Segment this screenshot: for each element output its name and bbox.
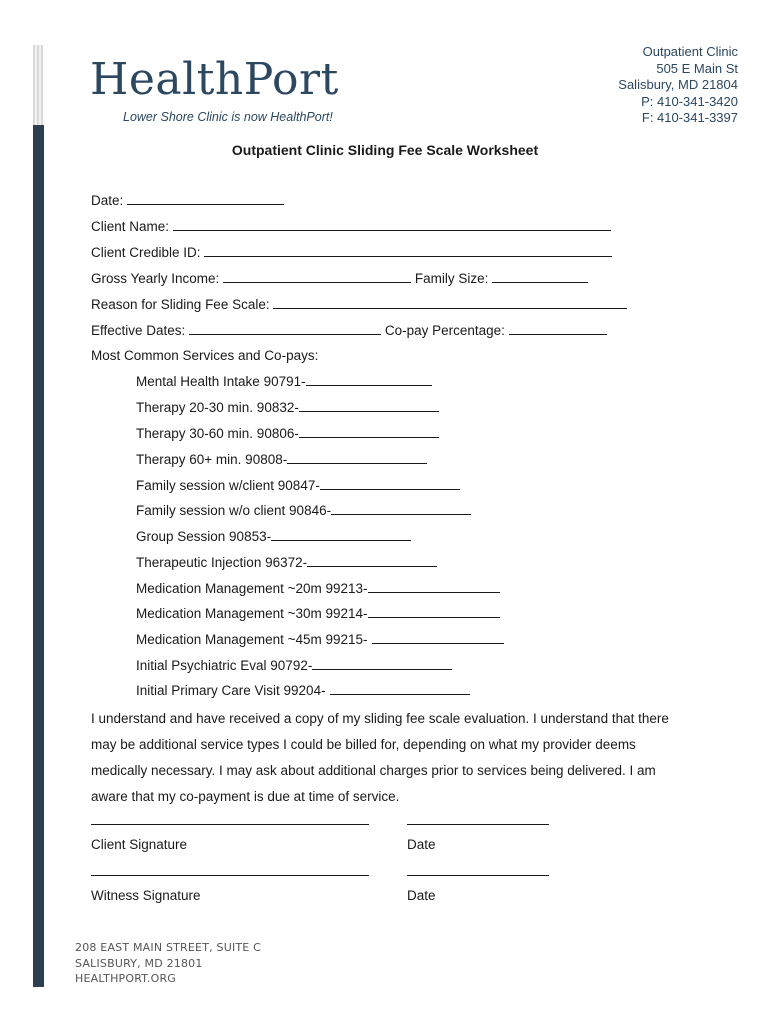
gross-yearly-income-field [91, 270, 588, 286]
footer-city: SALISBURY, MD 21801 [75, 956, 203, 970]
client-name-field [91, 218, 611, 234]
service-copay-blank[interactable] [331, 502, 471, 515]
copay-percentage-label: Co-pay Percentage: [384, 323, 505, 338]
service-item: Therapy 30-60 min. 90806- [136, 425, 439, 441]
service-copay-blank[interactable] [299, 399, 439, 412]
witness-date-label: Date [407, 888, 436, 903]
client-date-line[interactable] [407, 824, 549, 825]
service-copay-blank[interactable] [287, 451, 427, 464]
acknowledgement-paragraph: I understand and have received a copy of my sliding fee scale evaluation. I understand that there may be additional service types I could be billed for, depending on what my provider deems medically necessary. I may ask about additional charges prior to services being delivered. I am aware that my co-payment is due at time of service. [91, 711, 669, 804]
client-signature-line[interactable] [91, 824, 369, 825]
date-blank[interactable] [127, 192, 284, 205]
service-item: Therapy 60+ min. 90808- [136, 451, 427, 467]
service-item: Mental Health Intake 90791- [136, 373, 432, 389]
copay-percentage-blank[interactable] [509, 322, 607, 335]
family-size-blank[interactable] [492, 270, 588, 283]
reason-field [91, 296, 627, 312]
client-signature-label: Client Signature [91, 837, 188, 852]
clinic-address-line1: 505 E Main St [656, 60, 738, 76]
witness-signature-line[interactable] [91, 875, 369, 876]
service-copay-blank[interactable] [307, 554, 437, 567]
date-field [91, 192, 284, 208]
reason-blank[interactable] [273, 296, 627, 309]
clinic-fax: F: 410-341-3397 [641, 110, 738, 125]
client-name-blank[interactable] [173, 218, 611, 231]
footer-website: HEALTHPORT.ORG [75, 972, 177, 985]
footer-address [75, 940, 261, 987]
document-title: Outpatient Clinic Sliding Fee Scale Worksheet [231, 142, 539, 158]
service-item: Family session w/client 90847- [136, 477, 460, 493]
effective-dates-blank[interactable] [189, 322, 381, 335]
date-label: Date: [91, 193, 124, 208]
service-item: Therapeutic Injection 96372- [136, 554, 437, 570]
witness-date-line[interactable] [407, 875, 549, 876]
service-copay-blank[interactable] [368, 580, 500, 593]
service-copay-blank[interactable] [271, 528, 411, 541]
witness-signature-label: Witness Signature [91, 888, 201, 903]
service-copay-blank[interactable] [320, 477, 460, 490]
service-item: Medication Management ~45m 99215- [136, 631, 504, 647]
tagline: Lower Shore Clinic is now HealthPort! [123, 110, 333, 124]
clinic-address-line2: Salisbury, MD 21804 [618, 77, 738, 92]
client-credible-id-field [91, 244, 612, 260]
service-item: Family session w/o client 90846- [136, 502, 471, 518]
service-item: Medication Management ~30m 99214- [136, 605, 500, 621]
effective-dates-label: Effective Dates: [91, 323, 186, 338]
footer-street: 208 EAST MAIN STREET, SUITE C [75, 941, 262, 954]
service-copay-blank[interactable] [306, 373, 432, 386]
service-item: Initial Primary Care Visit 99204- [136, 682, 470, 698]
service-copay-blank[interactable] [299, 425, 439, 438]
service-item: Medication Management ~20m 99213- [136, 580, 500, 596]
services-heading: Most Common Services and Co-pays: [91, 348, 319, 363]
left-accent-bar [33, 125, 44, 987]
service-copay-blank[interactable] [368, 605, 500, 618]
client-name-label: Client Name: [91, 219, 170, 234]
service-copay-blank[interactable] [330, 682, 470, 695]
service-item: Group Session 90853- [136, 528, 411, 544]
gross-yearly-income-label: Gross Yearly Income: [91, 271, 220, 286]
clinic-address-block [618, 44, 738, 127]
clinic-phone: P: 410-341-3420 [641, 93, 738, 109]
client-credible-id-blank[interactable] [204, 244, 612, 257]
service-item: Initial Psychiatric Eval 90792- [136, 657, 452, 673]
reason-label: Reason for Sliding Fee Scale: [91, 297, 270, 312]
client-credible-id-label: Client Credible ID: [91, 245, 201, 260]
clinic-name: Outpatient Clinic [642, 44, 738, 59]
healthport-logo: HealthPort [90, 54, 339, 105]
service-item: Therapy 20-30 min. 90832- [136, 399, 439, 415]
gross-yearly-income-blank[interactable] [223, 270, 411, 283]
service-copay-blank[interactable] [372, 631, 504, 644]
family-size-label: Family Size: [414, 271, 489, 286]
left-accent-bar-light [33, 45, 43, 125]
effective-dates-field [91, 322, 607, 338]
client-date-label: Date [407, 837, 436, 852]
service-copay-blank[interactable] [312, 657, 452, 670]
